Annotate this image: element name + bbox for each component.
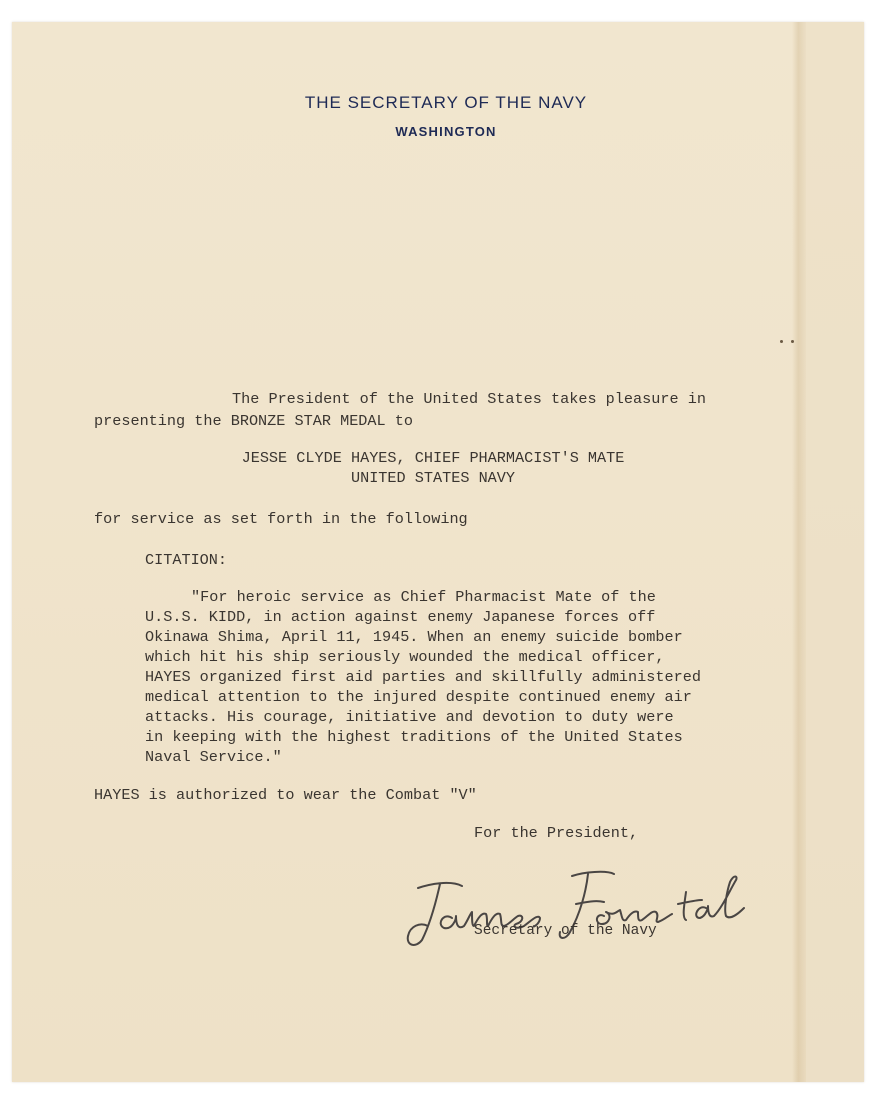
punch-mark xyxy=(791,340,794,343)
closing-for-line: For the President, xyxy=(474,824,639,842)
punch-mark xyxy=(780,340,783,343)
recipient-name: JESSE CLYDE HAYES, CHIEF PHARMACIST'S MATE xyxy=(241,449,625,467)
recipient-service: UNITED STATES NAVY xyxy=(350,469,516,487)
citation-line: HAYES organized first aid parties and skillfully administered xyxy=(145,668,701,686)
intro-line-2: presenting the BRONZE STAR MEDAL to xyxy=(94,412,413,430)
paper-fold-strip xyxy=(792,22,806,1082)
citation-line: medical attention to the injured despite continued enemy air xyxy=(145,688,692,706)
citation-heading: CITATION: xyxy=(145,551,228,569)
citation-line: which hit his ship seriously wounded the medical officer, xyxy=(145,648,665,666)
citation-line: U.S.S. KIDD, in action against enemy Japanese forces off xyxy=(145,608,656,626)
intro-line-1: The President of the United States takes pleasure in xyxy=(232,390,706,408)
paper-margin-overlay xyxy=(806,22,864,1082)
citation-line: in keeping with the highest traditions of the United States xyxy=(145,728,683,746)
citation-line: "For heroic service as Chief Pharmacist Mate of the xyxy=(191,588,656,606)
signer-title: Secretary of the Navy xyxy=(474,923,657,939)
letterhead-title: THE SECRETARY OF THE NAVY xyxy=(304,93,588,112)
citation-line: Naval Service." xyxy=(145,748,282,766)
authorization-line: HAYES is authorized to wear the Combat "V" xyxy=(94,786,477,804)
citation-line: Okinawa Shima, April 11, 1945. When an enemy suicide bomber xyxy=(145,628,683,646)
citation-line: attacks. His courage, initiative and devotion to duty were xyxy=(145,708,674,726)
service-line: for service as set forth in the following xyxy=(94,510,468,528)
letterhead-location: WASHINGTON xyxy=(395,124,497,139)
